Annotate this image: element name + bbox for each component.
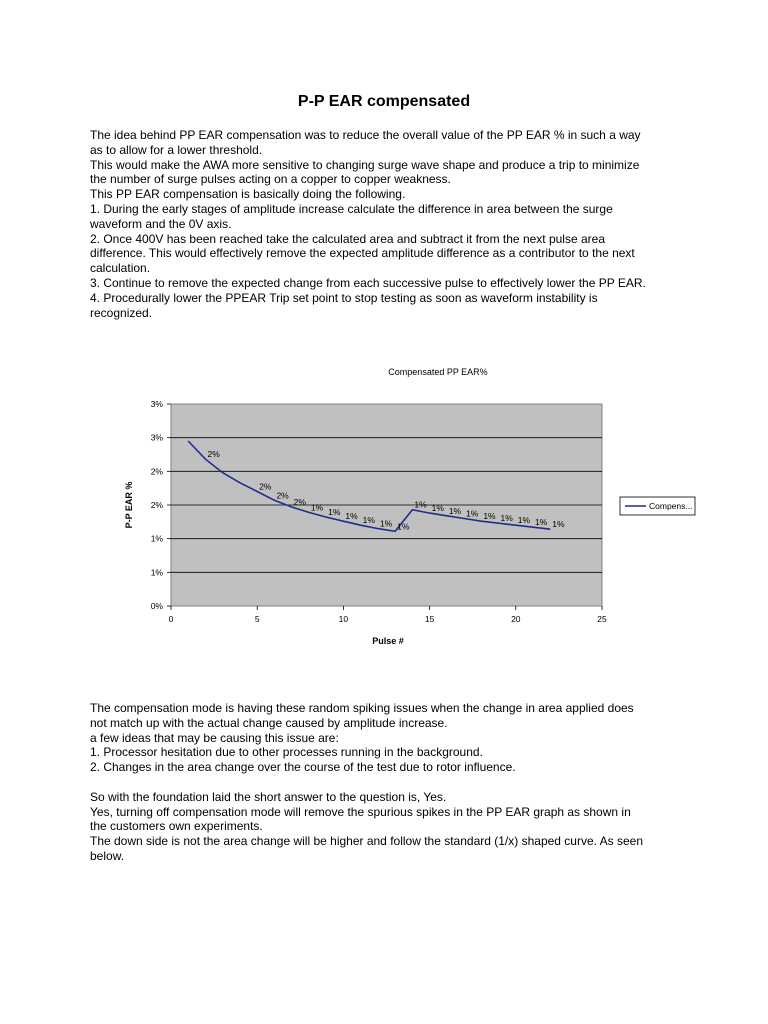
intro-line: calculation.	[90, 261, 151, 276]
legend-label: Compens...	[649, 501, 693, 511]
intro-line: 3. Continue to remove the expected change from each successive pulse to effectively lower the PP EAR.	[90, 275, 646, 290]
lower-line: not match up with the actual change caused by amplitude increase.	[90, 715, 448, 730]
y-axis	[151, 399, 171, 611]
y-axis-label: P-P EAR %	[124, 481, 134, 529]
intro-line: recognized.	[90, 305, 153, 320]
data-label: 1%	[414, 499, 427, 510]
data-label: 1%	[362, 515, 375, 526]
data-label: 1%	[535, 517, 548, 528]
lower-line: 2. Changes in the area change over the course of the test due to rotor influence.	[90, 760, 516, 775]
x-tick-label: 10	[338, 614, 349, 624]
data-label: 2%	[293, 497, 306, 508]
page-title: P-P EAR compensated	[297, 93, 471, 110]
legend	[620, 497, 695, 515]
y-tick-label: 2%	[150, 500, 163, 510]
intro-line: 2. Once 400V has been reached take the calculated area and subtract it from the next pulse area	[90, 231, 605, 246]
lower-line: below.	[90, 848, 125, 863]
intro-line: 4. Procedurally lower the PPEAR Trip set point to stop testing as soon as waveform instability is	[90, 290, 598, 305]
intro-line: waveform and the 0V axis.	[90, 216, 232, 231]
data-label: 2%	[276, 490, 289, 501]
data-label: 1%	[431, 503, 444, 514]
lower-line: the customers own experiments.	[90, 819, 263, 834]
y-tick-label: 3%	[150, 399, 163, 409]
lower-line: The down side is not the area change will be higher and follow the standard (1/x) shaped curve. As seen	[90, 834, 644, 849]
x-tick-label: 20	[511, 614, 521, 624]
lower-line: So with the foundation laid the short answer to the question is, Yes.	[90, 789, 447, 804]
y-tick-label: 1%	[150, 567, 163, 578]
intro-line: This PP EAR compensation is basically doing the following.	[90, 187, 406, 202]
data-label: 2%	[207, 449, 220, 460]
chart-title: Compensated PP EAR%	[388, 367, 488, 377]
data-label: 1%	[345, 511, 358, 522]
intro-line: difference. This would effectively remove the expected amplitude difference as a contributor to the next	[90, 246, 635, 261]
data-label: 2%	[259, 481, 272, 492]
lower-line: 1. Processor hesitation due to other processes running in the background.	[90, 745, 483, 760]
lower-line: a few ideas that may be causing this issue are:	[90, 730, 339, 745]
x-tick-label: 25	[597, 614, 607, 624]
data-label: 1%	[466, 508, 479, 519]
data-label: 1%	[517, 515, 531, 526]
data-label: 1%	[448, 505, 462, 516]
x-tick-label: 15	[424, 614, 435, 624]
intro-line: as to allow for a lower threshold.	[90, 142, 263, 157]
data-label: 1%	[397, 521, 410, 532]
y-tick-label: 2%	[150, 466, 163, 477]
data-label: 1%	[310, 502, 324, 513]
intro-line: 1. During the early stages of amplitude increase calculate the difference in area between the surge	[90, 201, 613, 216]
x-tick-label: 5	[254, 614, 260, 624]
data-label: 1%	[552, 519, 565, 530]
x-axis	[169, 606, 607, 624]
intro-line: the number of surge pulses acting on a copper to copper weakness.	[90, 172, 451, 187]
intro-line: This would make the AWA more sensitive to changing surge wave shape and produce a trip to minimize	[90, 157, 640, 172]
y-tick-label: 0%	[150, 601, 163, 611]
lower-paragraph	[90, 701, 690, 864]
lower-line	[90, 775, 690, 790]
x-axis-label: Pulse #	[372, 636, 404, 646]
lower-line: Yes, turning off compensation mode will remove the spurious spikes in the PP EAR graph as shown in	[90, 804, 631, 819]
data-label: 1%	[328, 507, 341, 518]
x-tick-label: 0	[168, 614, 174, 624]
data-label: 1%	[483, 511, 496, 522]
intro-line: The idea behind PP EAR compensation was to reduce the overall value of the PP EAR % in such a way	[90, 128, 641, 142]
y-tick-label: 1%	[150, 533, 163, 544]
data-label: 1%	[379, 518, 393, 529]
lower-line: The compensation mode is having these random spiking issues when the change in area applied does	[90, 701, 634, 715]
y-tick-label: 3%	[150, 432, 163, 443]
data-label: 1%	[500, 513, 513, 524]
